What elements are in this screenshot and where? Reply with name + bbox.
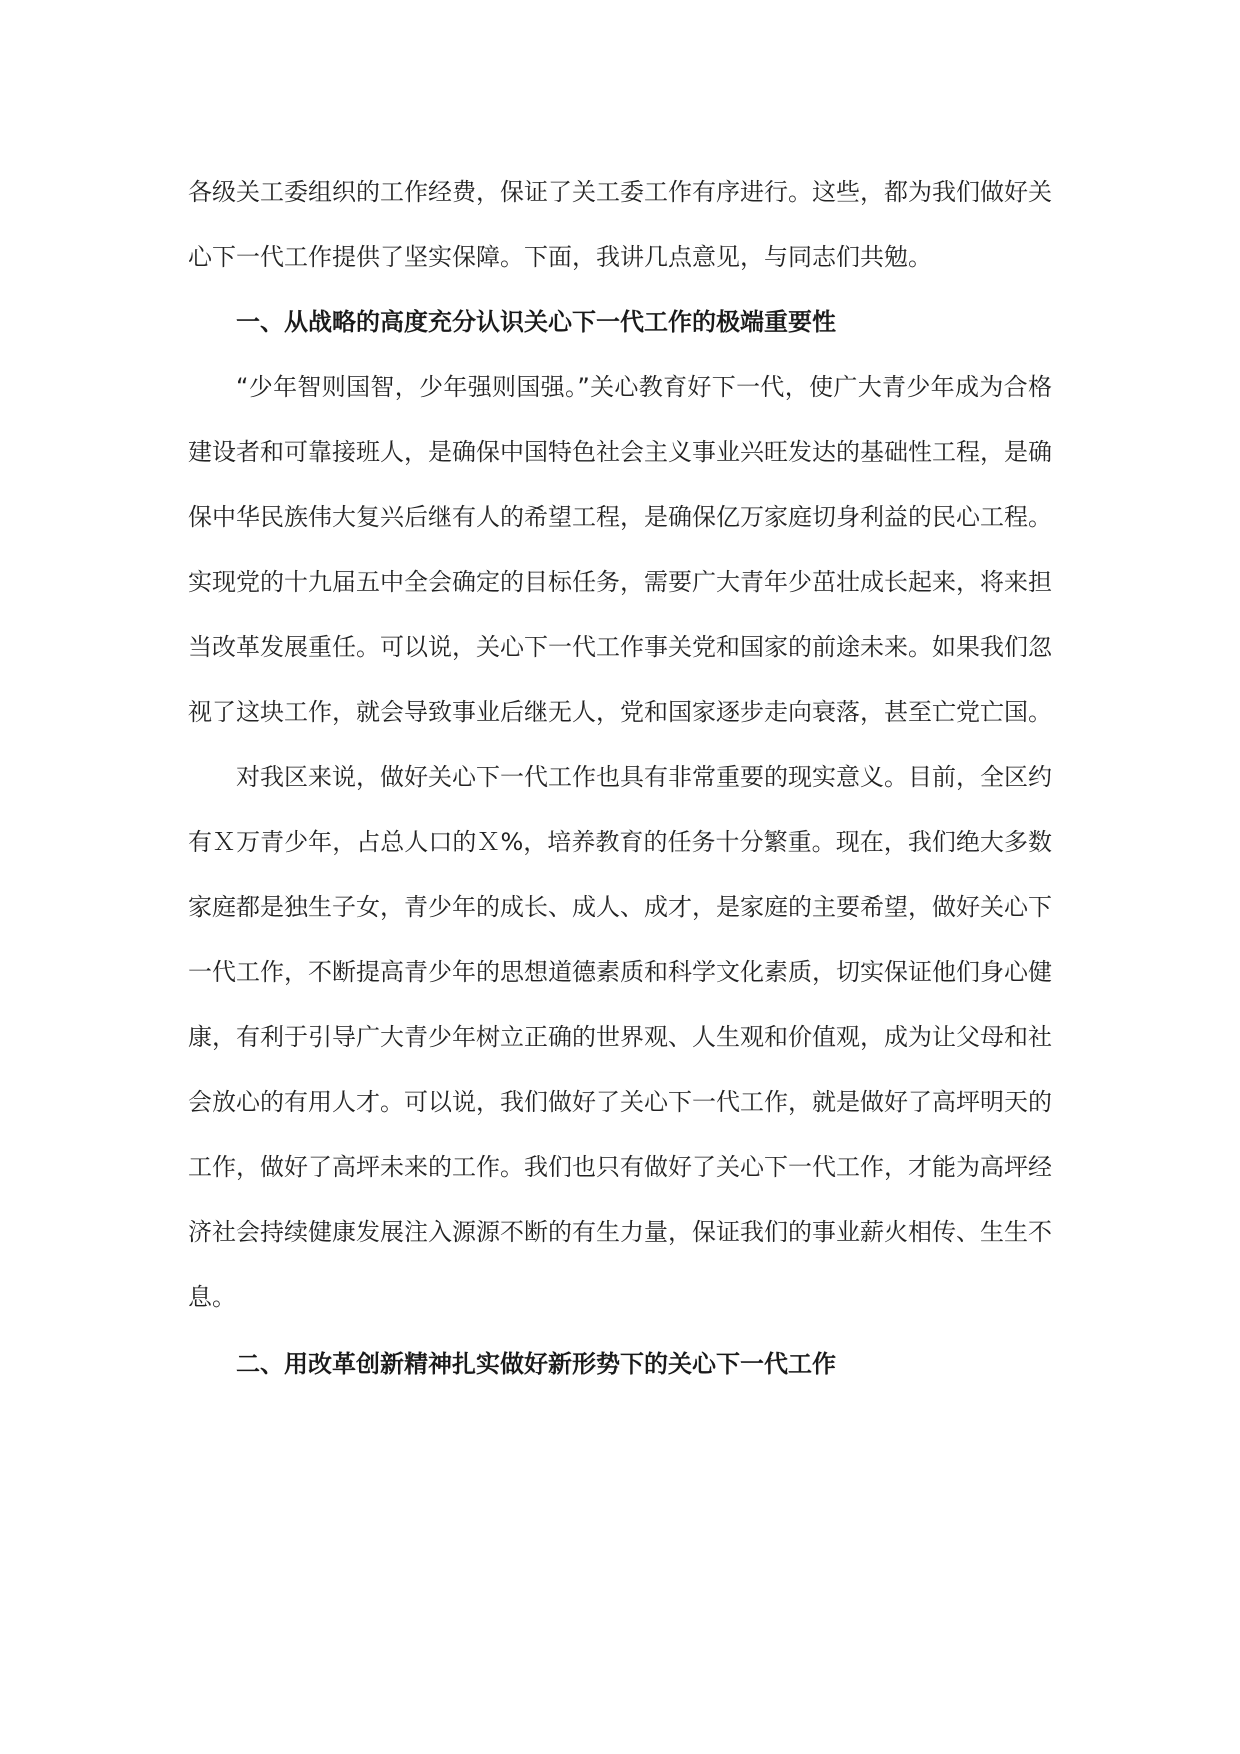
section-heading-2: 二、用改革创新精神扎实做好新形势下的关心下一代工作 xyxy=(236,1350,836,1378)
paragraph-intro: 各级关工委组织的工作经费，保证了关工委工作有序进行。这些，都为我们做好关心下一代工作提供了坚实保障。下面，我讲几点意见，与同志们共勉。 xyxy=(188,178,1052,271)
paragraph-2: 对我区来说，做好关心下一代工作也具有非常重要的现实意义。目前，全区约有Ｘ万青少年，占总人口的Ｘ%，培养教育的任务十分繁重。现在，我们绝大多数家庭都是独生子女，青少年的成长、成人、成才，是家庭的主要希望，做好关心下一代工作，不断提高青少年的思想道德素质和科学文化素质，切实保证他们身心健康，有利于引导广大青少年树立正确的世界观、人生观和价值观，成为让父母和社会放心的有用人才。可以说，我们做好了关心下一代工作，就是做好了高坪明天的工作，做好了高坪未来的工作。我们也只有做好了关心下一代工作，才能为高坪经济社会持续健康发展注入源源不断的有生力量，保证我们的事业薪火相传、生生不息。 xyxy=(188,763,1052,1311)
section-heading-1: 一、从战略的高度充分认识关心下一代工作的极端重要性 xyxy=(236,308,836,336)
document-body xyxy=(188,160,1052,1397)
paragraph-1: “少年智则国智，少年强则国强。”关心教育好下一代，使广大青少年成为合格建设者和可靠接班人，是确保中国特色社会主义事业兴旺发达的基础性工程，是确保中华民族伟大复兴后继有人的希望工程，是确保亿万家庭切身利益的民心工程。实现党的十九届五中全会确定的目标任务，需要广大青年少茁壮成长起来，将来担当改革发展重任。可以说，关心下一代工作事关党和国家的前途未来。如果我们忽视了这块工作，就会导致事业后继无人，党和国家逐步走向衰落，甚至亡党亡国。 xyxy=(188,373,1052,726)
